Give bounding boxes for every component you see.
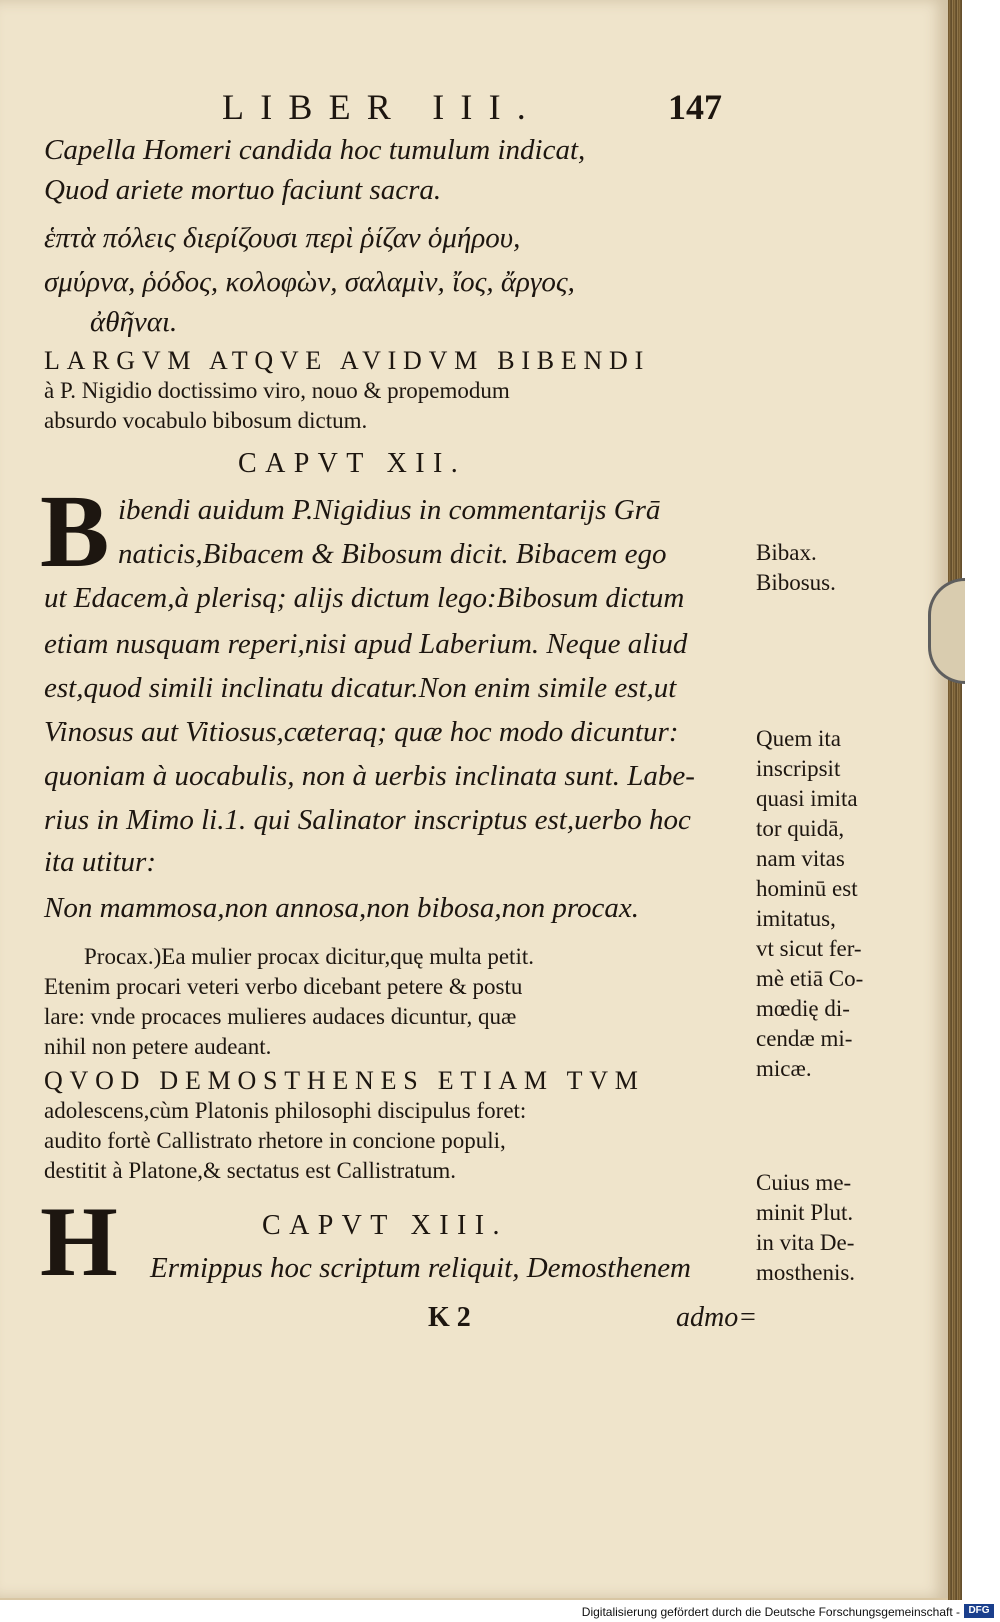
body-line: est,quod simili inclinatu dicatur.Non enim simile est,ut xyxy=(44,672,677,704)
drop-capital: B xyxy=(40,474,110,589)
chapter-number: CAPVT XII. xyxy=(238,448,467,479)
chapter-heading-line: adolescens,cùm Platonis philosophi discipulus foret: xyxy=(44,1098,527,1123)
body-line: Vinosus aut Vitiosus,cæteraq; quæ hoc modo dicuntur: xyxy=(44,716,679,748)
chapter-heading-caps: LARGVM ATQVE AVIDVM BIBENDI xyxy=(44,346,650,375)
page-number: 147 xyxy=(668,87,722,127)
body-line: Ermippus hoc scriptum reliquit, Demosthenem xyxy=(150,1252,692,1284)
verse-quotation: Non mammosa,non annosa,non bibosa,non procax. xyxy=(44,892,640,924)
chapter-heading-caps: QVOD DEMOSTHENES ETIAM TVM xyxy=(44,1066,645,1095)
commentary-line: Procax.)Ea mulier procax dicitur,quę multa petit. xyxy=(84,944,534,969)
chapter-heading-line: destitit à Platone,& sectatus est Callistratum. xyxy=(44,1158,457,1183)
catchword: admo= xyxy=(676,1302,758,1333)
chapter-heading-line: absurdo vocabulo bibosum dictum. xyxy=(44,408,368,433)
verse-line: Quod ariete mortuo faciunt sacra. xyxy=(44,174,442,206)
commentary-line: lare: vnde procaces mulieres audaces dicuntur, quæ xyxy=(44,1004,517,1029)
book-fore-edge xyxy=(948,0,962,1600)
body-line: ibendi auidum P.Nigidius in commentarijs Grā xyxy=(118,494,661,526)
verse-line: Capella Homeri candida hoc tumulum indicat, xyxy=(44,134,586,166)
funding-credit: Digitalisierung gefördert durch die Deutsche Forschungsgemeinschaft - xyxy=(581,1605,960,1619)
margin-note: Bibax. Bibosus. xyxy=(756,540,836,595)
chapter-heading-line: à P. Nigidio doctissimo viro, nouo & propemodum xyxy=(44,378,510,403)
body-line: etiam nusquam reperi,nisi apud Laberium. Neque aliud xyxy=(44,628,688,660)
greek-verse-line: σμύρνα, ῥόδος, κολοφὼν, σαλαμὶν, ἴος, ἄργος, xyxy=(44,266,575,298)
body-line: ut Edacem,à plerisq; alijs dictum lego:Bibosum dictum xyxy=(44,582,685,614)
commentary-line: Etenim procari veteri verbo dicebant petere & postu xyxy=(44,974,523,999)
drop-capital: H xyxy=(40,1186,118,1297)
body-line: quoniam à uocabulis, non à uerbis inclinata sunt. Labe- xyxy=(44,760,695,792)
chapter-number: CAPVT XIII. xyxy=(262,1210,508,1241)
chapter-heading-line: audito fortè Callistrato rhetore in concione populi, xyxy=(44,1128,506,1153)
body-line: naticis,Bibacem & Bibosum dicit. Bibacem ego xyxy=(118,538,667,570)
greek-verse-line: ἀθῆναι. xyxy=(90,306,178,338)
body-line: ita utitur: xyxy=(44,846,156,878)
margin-note: Quem ita inscripsit quasi imita tor quidā, nam vitas hominū est imitatus, vt sicut fer- mè etiā Co- mœdię di- cendæ mi- micæ. xyxy=(756,726,864,1081)
running-header-title: LIBER III. xyxy=(222,87,542,127)
commentary-line: nihil non petere audeant. xyxy=(44,1034,272,1059)
margin-note: Cuius me- minit Plut. in vita De- mosthenis. xyxy=(756,1170,856,1285)
greek-verse-line: ἑπτὰ πόλεις διερίζουσι περὶ ῥίζαν ὁμήρου, xyxy=(44,222,521,254)
dfg-logo: DFG xyxy=(964,1604,994,1618)
body-line: rius in Mimo li.1. qui Salinator inscriptus est,uerbo hoc xyxy=(44,804,691,836)
signature-mark: K 2 xyxy=(428,1302,471,1333)
